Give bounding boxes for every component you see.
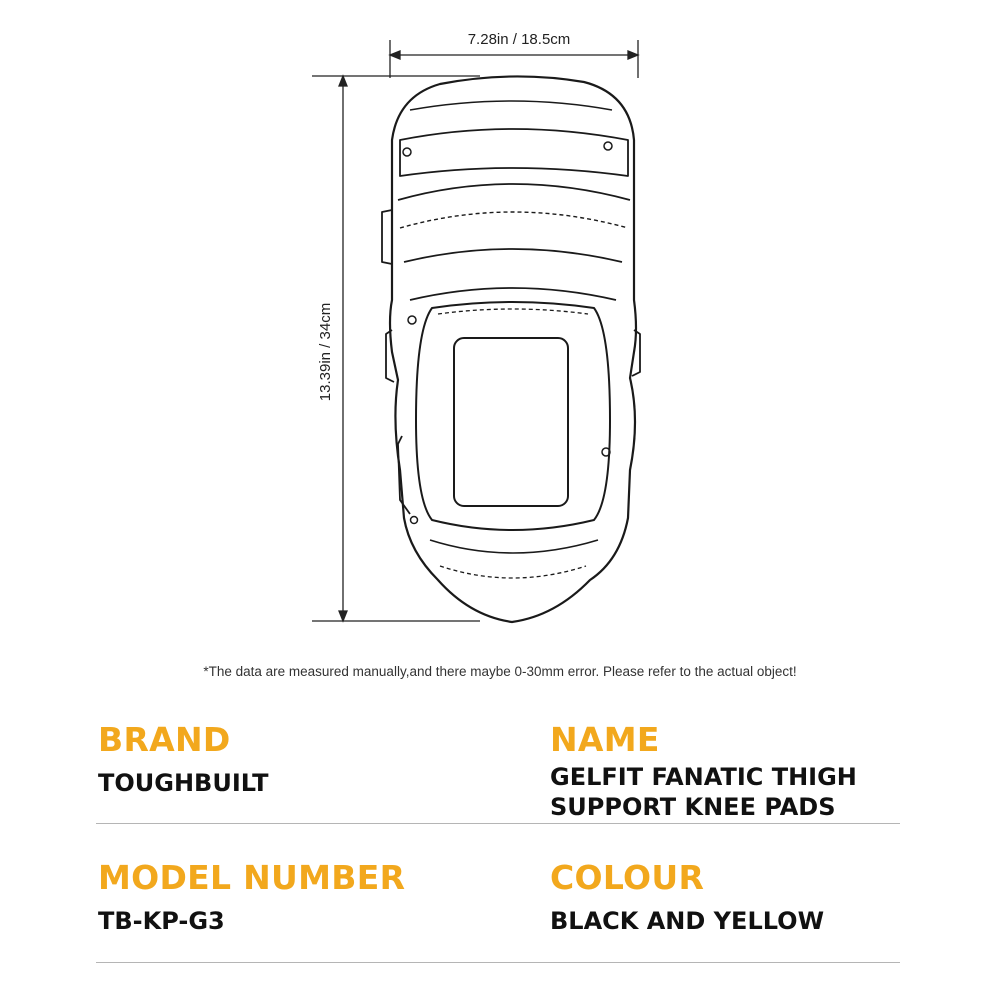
colour-value: BLACK AND YELLOW [550,907,825,935]
brand-spec [98,722,268,798]
name-label: NAME [550,720,660,759]
measurement-note: *The data are measured manually,and there maybe 0-30mm error. Please refer to the actual object! [203,664,797,679]
name-value-line2: SUPPORT KNEE PADS [550,793,836,821]
divider-top [96,823,900,824]
width-label: 7.28in / 18.5cm [467,31,571,48]
model-label: MODEL NUMBER [98,858,406,897]
model-spec [98,860,405,936]
colour-label: COLOUR [550,858,705,897]
model-value: TB-KP-G3 [98,907,225,935]
name-value-line1: GELFIT FANATIC THIGH [550,763,857,791]
brand-label: BRAND [98,720,231,759]
colour-spec [550,860,824,936]
divider-bottom [96,962,900,963]
brand-value: TOUGHBUILT [98,769,269,797]
height-label: 13.39in / 34cm [317,302,334,402]
knee-pad-illustration [382,76,640,622]
name-spec [550,722,857,822]
